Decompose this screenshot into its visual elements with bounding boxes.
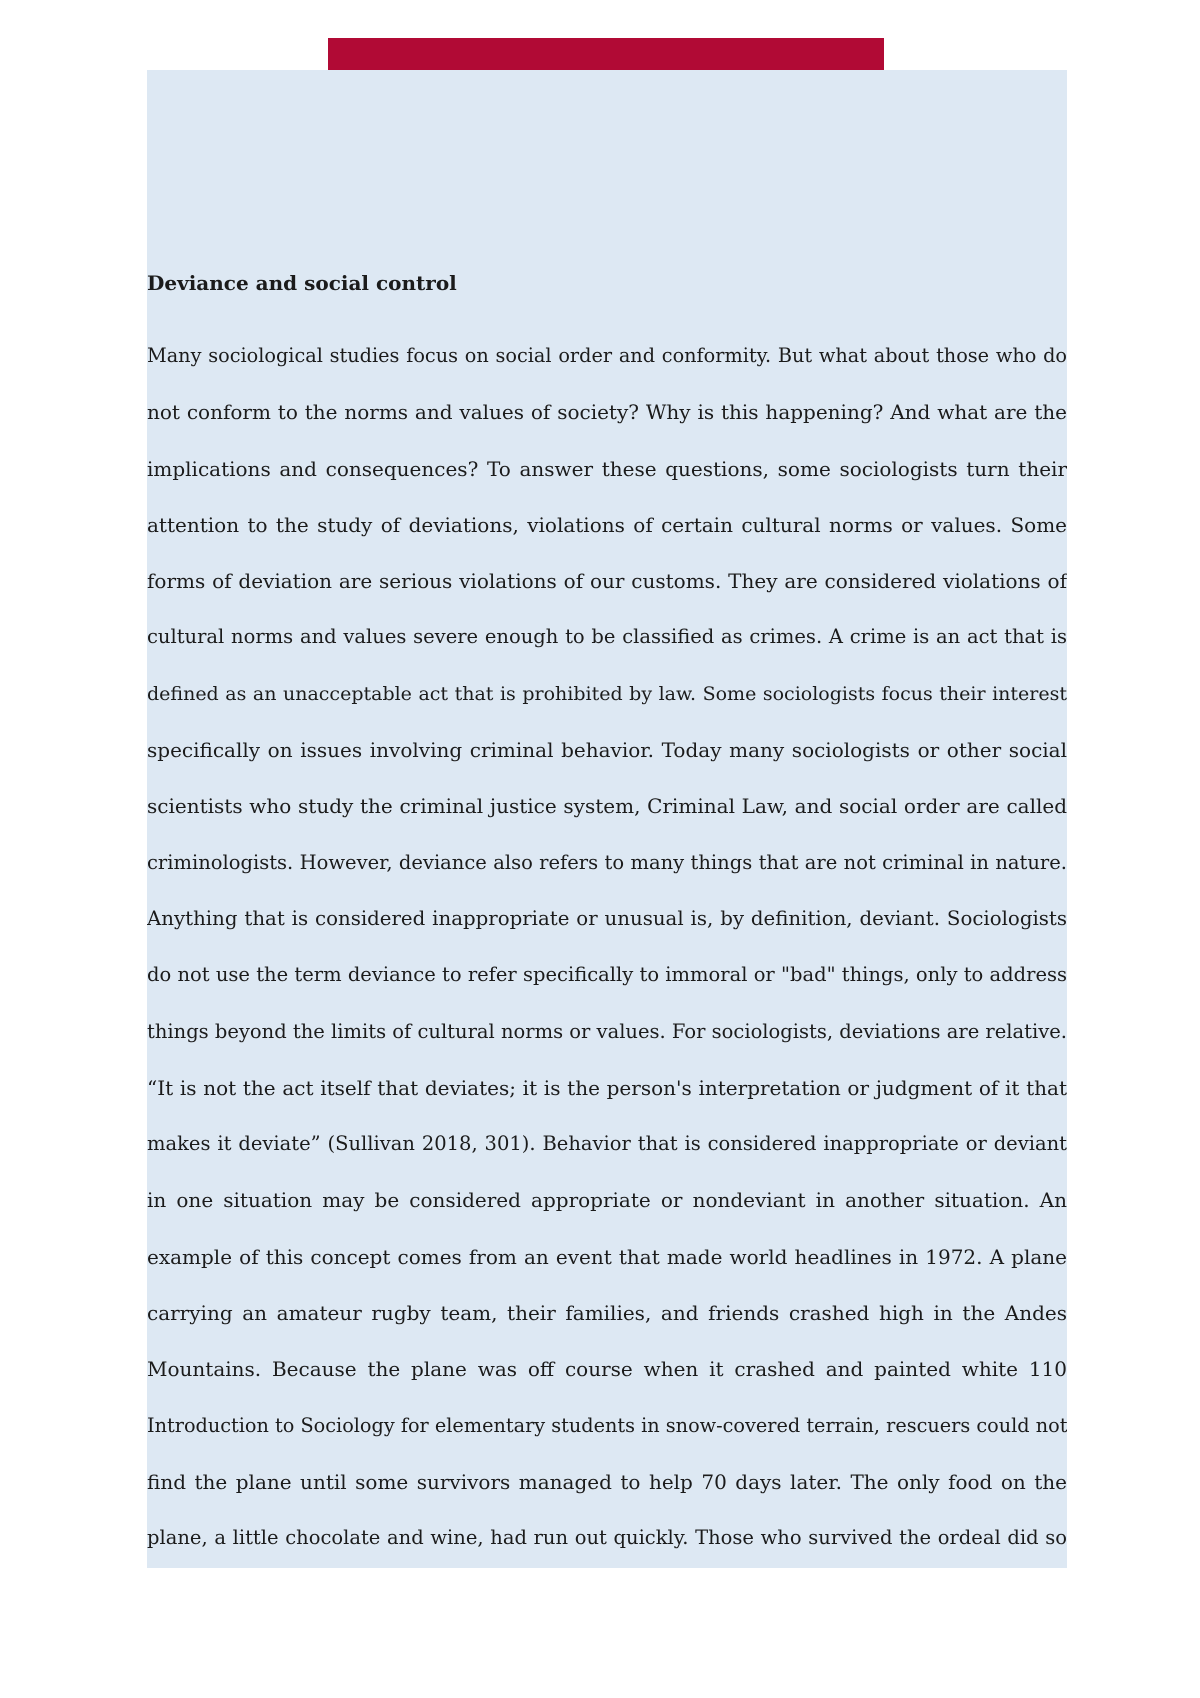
- body-line: forms of deviation are serious violations of our customs. They are considered violations of: [147, 569, 1067, 594]
- document-title: Deviance and social control: [147, 271, 457, 295]
- body-line: cultural norms and values severe enough to be classified as crimes. A crime is an act that is: [147, 625, 1067, 649]
- body-line: plane, a little chocolate and wine, had run out quickly. Those who survived the ordeal did so: [147, 1526, 1067, 1550]
- body-line: specifically on issues involving criminal behavior. Today many sociologists or other social: [147, 738, 1067, 763]
- body-line: do not use the term deviance to refer specifically to immoral or "bad" things, only to address: [147, 963, 1067, 987]
- body-line: defined as an unacceptable act that is prohibited by law. Some sociologists focus their interest: [147, 682, 1067, 705]
- body-line: Many sociological studies focus on social order and conformity. But what about those who do: [147, 344, 1067, 367]
- header-accent-bar: [328, 38, 884, 70]
- body-line: Mountains. Because the plane was off course when it crashed and painted white 110: [147, 1357, 1067, 1382]
- body-line: attention to the study of deviations, violations of certain cultural norms or values. Some: [147, 512, 1067, 537]
- body-line: scientists who study the criminal justice system, Criminal Law, and social order are called: [147, 794, 1067, 819]
- body-line: implications and consequences? To answer these questions, some sociologists turn their: [147, 456, 1067, 481]
- body-line: things beyond the limits of cultural norms or values. For sociologists, deviations are relative.: [147, 1019, 1067, 1043]
- body-line: in one situation may be considered appropriate or nondeviant in another situation. An: [147, 1188, 1067, 1213]
- body-line: Introduction to Sociology for elementary students in snow-covered terrain, rescuers could not: [147, 1413, 1067, 1437]
- body-line: makes it deviate” (Sullivan 2018, 301). Behavior that is considered inappropriate or deviant: [147, 1132, 1067, 1156]
- body-line: “It is not the act itself that deviates; it is the person's interpretation or judgment of it that: [147, 1075, 1067, 1100]
- body-line: example of this concept comes from an event that made world headlines in 1972. A plane: [147, 1244, 1067, 1269]
- body-line: not conform to the norms and values of society? Why is this happening? And what are the: [147, 400, 1067, 425]
- body-paragraph: [147, 338, 1067, 1577]
- body-line: criminologists. However, deviance also refers to many things that are not criminal in nature.: [147, 850, 1067, 874]
- body-line: find the plane until some survivors managed to help 70 days later. The only food on the: [147, 1469, 1067, 1494]
- body-line: carrying an amateur rugby team, their families, and friends crashed high in the Andes: [147, 1301, 1067, 1326]
- body-line: Anything that is considered inappropriate or unusual is, by definition, deviant. Sociologists: [147, 906, 1067, 930]
